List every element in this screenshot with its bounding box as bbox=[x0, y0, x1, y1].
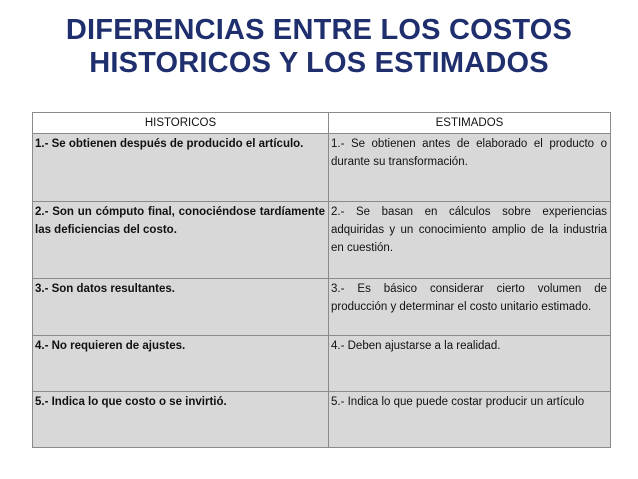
table-row bbox=[33, 202, 611, 279]
historicos-cell: 5.- Indica lo que costo o se invirtió. bbox=[33, 392, 329, 448]
slide-title bbox=[0, 14, 638, 80]
table-row bbox=[33, 279, 611, 336]
table-row bbox=[33, 134, 611, 202]
historicos-cell: 1.- Se obtienen después de producido el artículo. bbox=[33, 134, 329, 202]
table-row bbox=[33, 336, 611, 392]
header-row bbox=[33, 113, 611, 134]
historicos-cell: 4.- No requieren de ajustes. bbox=[33, 336, 329, 392]
estimados-cell: 4.- Deben ajustarse a la realidad. bbox=[329, 336, 611, 392]
table-row bbox=[33, 392, 611, 448]
historicos-cell: 3.- Son datos resultantes. bbox=[33, 279, 329, 336]
estimados-cell: 1.- Se obtienen antes de elaborado el producto o durante su transformación. bbox=[329, 134, 611, 202]
comparison-table bbox=[32, 112, 611, 448]
title-line-1: DIFERENCIAS ENTRE LOS COSTOS bbox=[65, 14, 573, 46]
header-historicos: HISTORICOS bbox=[33, 113, 329, 134]
estimados-cell: 5.- Indica lo que puede costar producir un artículo bbox=[329, 392, 611, 448]
historicos-cell: 2.- Son un cómputo final, conociéndose tardíamente las deficiencias del costo. bbox=[33, 202, 329, 279]
title-line-2: HISTORICOS Y LOS ESTIMADOS bbox=[89, 47, 549, 79]
header-estimados: ESTIMADOS bbox=[329, 113, 611, 134]
estimados-cell: 2.- Se basan en cálculos sobre experiencias adquiridas y un conocimiento amplio de la industria en cuestión. bbox=[329, 202, 611, 279]
estimados-cell: 3.- Es básico considerar cierto volumen de producción y determinar el costo unitario estimado. bbox=[329, 279, 611, 336]
